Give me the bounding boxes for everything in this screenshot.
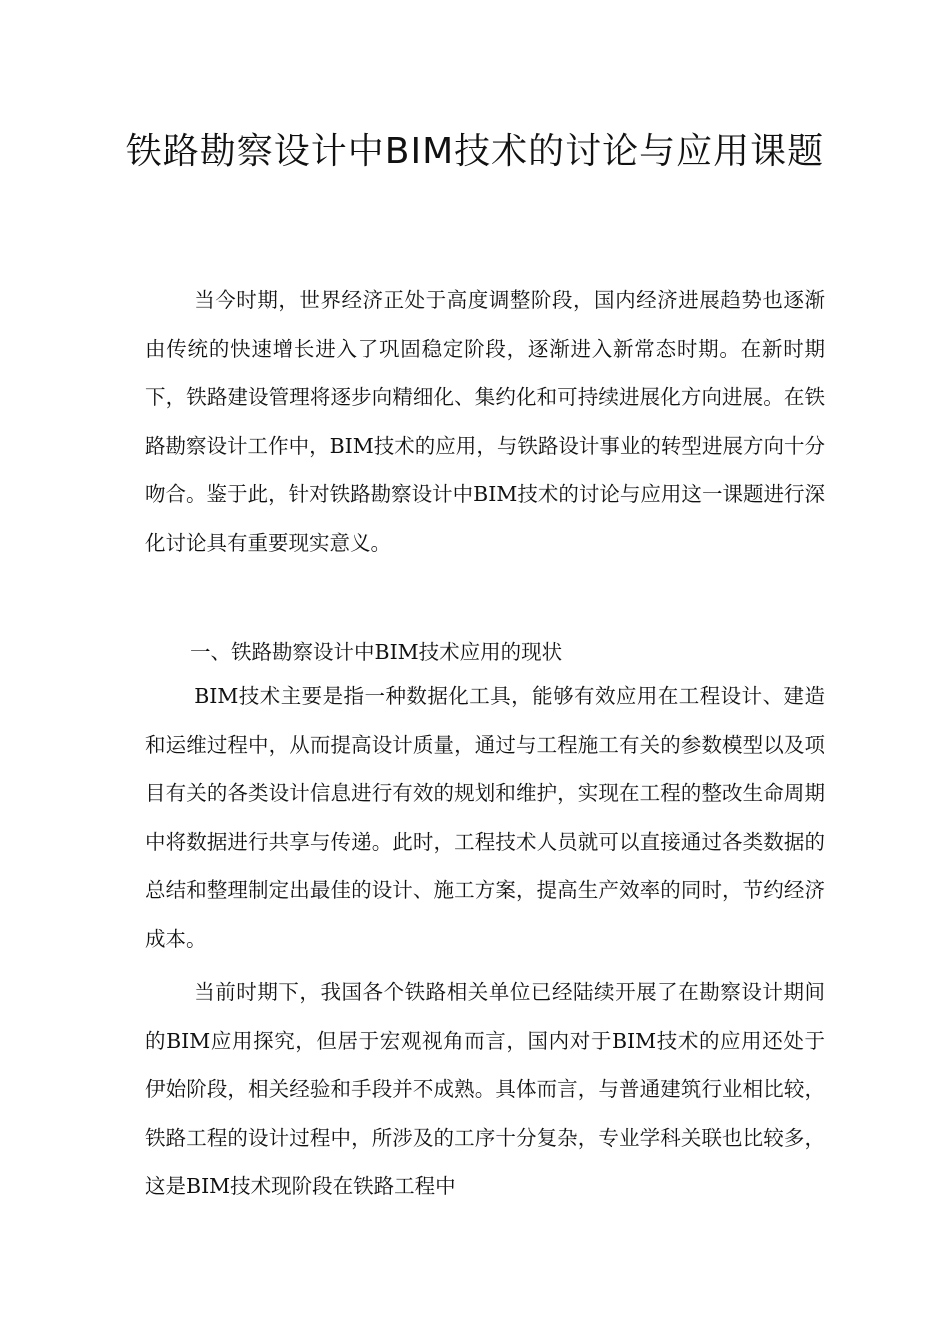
section-heading: 一、铁路勘察设计中BIM技术应用的现状	[190, 640, 563, 664]
paragraph-bim-definition: BIM技术主要是指一种数据化工具，能够有效应用在工程设计、建造和运维过程中，从而提高设计质量，通过与工程施工有关的参数模型以及项目有关的各类设计信息进行有效的规划和维护，实现在工程的整改生命周期中将数据进行共享与传递。此时，工程技术人员就可以直接通过各类数据的总结和整理制定出最佳的设计、施工方案，提高生产效率的同时，节约经济成本。	[145, 684, 825, 951]
paragraph-current-status: 当前时期下，我国各个铁路相关单位已经陆续开展了在勘察设计期间的BIM应用探究，但居于宏观视角而言，国内对于BIM技术的应用还处于伊始阶段，相关经验和手段并不成熟。具体而言，与普通建筑行业相比较，铁路工程的设计过程中，所涉及的工序十分复杂，专业学科关联也比较多，这是BIM技术现阶段在铁路工程中	[145, 980, 825, 1199]
paragraph-intro: 当今时期，世界经济正处于高度调整阶段，国内经济进展趋势也逐渐由传统的快速增长进入了巩固稳定阶段，逐渐进入新常态时期。在新时期下，铁路建设管理将逐步向精细化、集约化和可持续进展化方向进展。在铁路勘察设计工作中，BIM技术的应用，与铁路设计事业的转型进展方向十分吻合。鉴于此，针对铁路勘察设计中BIM技术的讨论与应用这一课题进行深化讨论具有重要现实意义。	[145, 288, 825, 555]
document-title: 铁路勘察设计中BIM技术的讨论与应用课题	[125, 131, 825, 172]
